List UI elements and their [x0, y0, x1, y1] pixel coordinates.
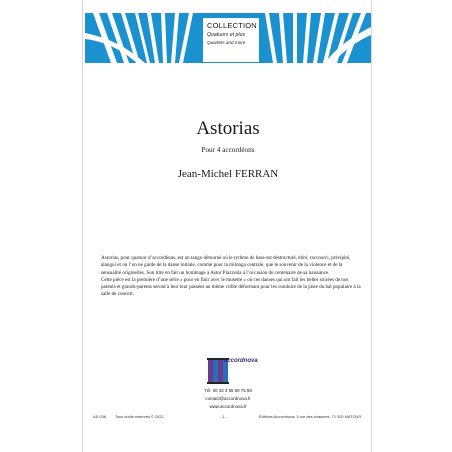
publisher-email[interactable]: contact@accordnova.fr — [205, 396, 251, 401]
collection-banner — [85, 13, 371, 63]
collection-label-box — [203, 18, 259, 62]
description-paragraph: Astorias, pour quatuor d’accordéons, est un tango détourné où le rythme de base est déstructuré, étiré, raccourci, précipité, alangui et où l’on ne garde de la danse initiale, comme pour la milonga centrale, que le souvenir de la violence et de la sensualité originelles. Son titre en fait un hommage à Astor Piazzolla à l’occasion du centenaire de sa naissance. — [101, 255, 351, 276]
collection-subtitle-fr: Quatuors et plus — [207, 32, 246, 38]
publisher-phone: Tél. 00 33 3 85 59 75 58 — [204, 388, 252, 393]
publisher-logo — [206, 355, 258, 385]
footer-page-number: - 1 - — [220, 414, 227, 419]
work-instrumentation: Pour 4 accordéons — [201, 146, 255, 154]
work-title: Astorias — [196, 118, 260, 139]
footer-reference: AE-036 — [93, 414, 106, 419]
collection-subtitle-en: Quartets and more — [207, 40, 246, 45]
work-description — [101, 255, 361, 299]
publisher-logo-text: accordnova — [224, 358, 258, 364]
publisher-website[interactable]: www.accordnova.fr — [209, 404, 247, 409]
footer-publisher-address: Éditions Accordnova, 3 rue des chaumes, 71 520 MATOUR — [259, 414, 362, 419]
composer-name: Jean-Michel FERRAN — [177, 168, 279, 180]
score-cover-page — [82, 0, 372, 452]
footer-rights: Tous droits réservés © 2022 — [115, 414, 164, 419]
description-paragraph: Cette pièce est la première d’une série « pour en finir avec le musette » où ces danses qui ont fait les belles soirées de nos parents et grands-parents seront à leur tour passées au même crible déformant pour les conduire de la piste du bal populaire à la salle de concert. — [101, 276, 361, 298]
collection-title: COLLECTION — [207, 21, 257, 30]
